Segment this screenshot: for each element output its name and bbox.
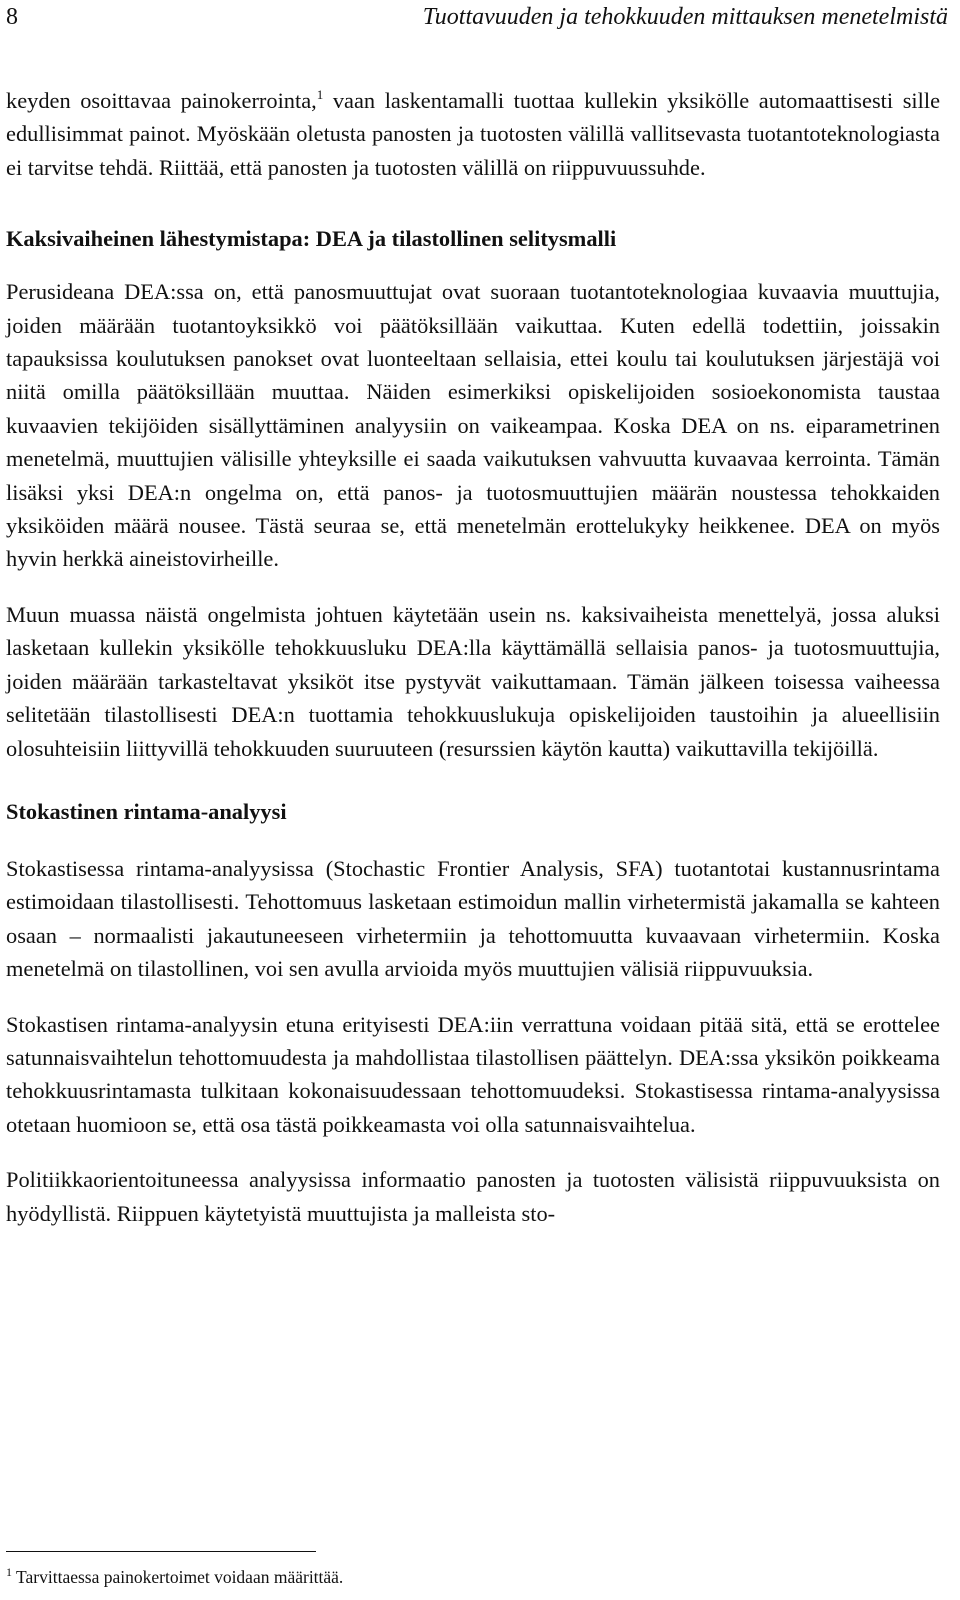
intro-text-start: keyden osoittavaa painokerrointa, — [6, 88, 317, 113]
running-header — [6, 2, 948, 32]
footnote — [6, 1565, 343, 1589]
intro-paragraph — [6, 84, 940, 184]
running-title: Tuottavuuden ja tehokkuuden mittauksen menetelmistä — [422, 4, 948, 30]
page-number: 8 — [6, 4, 18, 30]
footnote-divider — [6, 1551, 316, 1552]
body-text — [6, 84, 940, 1230]
paragraph-two-stage: Muun muassa näistä ongelmista johtuen käytetään usein ns. kaksivaiheista menettelyä, jossa aluksi lasketaan kullekin yksikölle tehokkuusluku DEA:lla käyttämällä sellaisia panos- ja tuotosmuuttujia, joiden määrään tarkasteltavat yksiköt itse pystyvät vaikuttamaan. Tämän jälkeen toisessa vaiheessa selitetään tilastollisesti DEA:n tuottamia tehokkuuslukuja opiskelijoiden taustoihin ja alueellisiin olosuhteisiin liittyvillä tehokkuuden suuruuteen (resurssien käytön kautta) vaikuttavilla tekijöillä. — [6, 601, 940, 761]
paragraph-sfa-advantages: Stokastisen rintama-analyysin etuna erityisesti DEA:iin verrattuna voidaan pitää sitä, että se erottelee satunnaisvaihtelun tehottomuudesta ja mahdollistaa tilastollisen päättelyn. DEA:ssa yksikön poikkeama tehokkuusrintamasta tulkitaan kokonaisuudessaan tehottomuudeksi. Stokastisessa rintama-analyysissa otetaan huomioon se, että osa tästä poikkeamasta voi olla satunnaisvaihtelua. — [6, 1011, 940, 1137]
footnote-mark: 1 — [6, 1565, 12, 1579]
paragraph-policy: Politiikkaorientoituneessa analyysissa informaatio panosten ja tuotosten välisistä riippuvuuksista on hyödyllistä. Riippuen käytetyistä muuttujista ja malleista sto- — [6, 1167, 940, 1226]
paragraph-sfa-intro: Stokastisessa rintama-analyysissa (Stochastic Frontier Analysis, SFA) tuotantotai kustannusrintama estimoidaan tilastollisesti. Tehottomuus lasketaan estimoidun mallin virhetermistä jakamalla se kahteen osaan – normaalisti jakautuneeseen virhetermiin ja tehottomuutta kuvaavaan virhetermiin. Koska menetelmä on tilastollinen, voi sen avulla arvioida myös muuttujien välisiä riippuvuuksia. — [6, 855, 940, 982]
footnote-text: Tarvittaessa painokertoimet voidaan määrittää. — [12, 1567, 344, 1587]
section-heading-two-stage: Kaksivaiheinen lähestymistapa: DEA ja tilastollinen selitysmalli — [6, 226, 617, 252]
footnote-reference[interactable]: 1 — [316, 87, 324, 102]
paragraph-dea-basics: Perusideana DEA:ssa on, että panosmuuttujat ovat suoraan tuotantoteknologiaa kuvaavia muuttujia, joiden määrään tuotantoyksikkö voi päätöksillään vaikuttaa. Kuten edellä todettiin, joissakin tapauksissa koulutuksen panokset ovat luonteeltaan sellaisia, ettei koulu tai koulutuksen järjestäjä voi niitä omilla päätöksillään muuttaa. Näiden esimerkiksi opiskelijoiden sosioekonomista taustaa kuvaavien tekijöiden sisällyttäminen analyysiin on vaikeampaa. Koska DEA on ns. eiparametrinen menetelmä, muuttujien välisille yhteyksille ei saada vaikutuksen vahvuutta kuvaavaa kerrointa. Tämän lisäksi yksi DEA:n ongelma on, että panos- ja tuotosmuuttujien määrän noustessa tehokkaiden yksiköiden määrä nousee. Tästä seuraa se, että menetelmän erottelukyky heikkenee. DEA on myös hyvin herkkä aineistovirheille. — [6, 279, 940, 572]
section-heading-sfa: Stokastinen rintama-analyysi — [6, 798, 287, 824]
intro-text-end: vaan laskentamalli tuottaa kullekin yksikölle automaattisesti sille edullisimmat painot. Myöskään oletusta panosten ja tuotosten välillä vallitsevasta tuotantoteknologiasta ei tarvitse tehdä. Riittää, että panosten ja tuotosten välillä on riippuvuussuhde. — [6, 88, 941, 180]
